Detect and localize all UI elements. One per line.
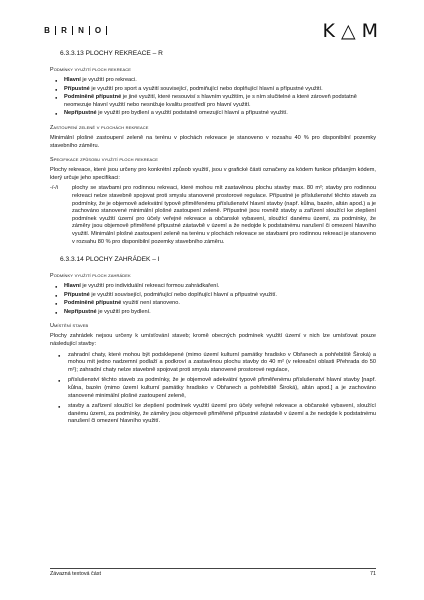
list-item: ● Přípustné je využití související, podmiňující nebo doplňující hlavní a přípustné využití. <box>64 292 376 300</box>
page-number: 71 <box>370 571 376 577</box>
list-item: ● Nepřípustné je využití pro bydlení a využití podstatně omezující hlavní a přípustné využití. <box>64 110 376 118</box>
brno-letter: R <box>61 26 67 35</box>
logo-divider <box>89 26 90 35</box>
paragraph-placing: Plochy zahrádek nejsou určeny k umísťování staveb; kromě obecných podmínek využití území v nich lze umísťovat pouze následující stavby: <box>50 333 376 348</box>
use-list-zahradky <box>50 283 376 316</box>
spec-rule-text: plochy se stavbami pro rodinnou rekreaci, které mohou mít zastavěnou plochu stavby max. 80 m²; stavby pro rodinnou rekreaci nelze stavebně spojovat proti smyslu stanovené prostorové regulace. Přípustné je příslušenství těchto staveb za podmínky, že je objemově adekvátní typově přiměřenému příslušenství hlavní stavby (např. kůlna, bazén, altán apod.) a je zachováno stanovené minimální plošné zastoupení zeleně. Přípustné jsou rovněž stavby a zařízení sloužící ke zlepšení podmínek využití území pro účely veřejné rekreace a občanské vybavení, sloužící danému území, za podmínky, že záměry jsou objemově přiměřené přípustné zástavbě v území a že nedojde k podstatnému narušení či omezení hlavního využití. Minimální plošné zastoupení zeleně na terénu v plochách rekreace se stavbami pro rodinnou rekreaci je stanoveno v rozsahu 80 % pro disponibilní pozemky stavebního záměru. <box>72 185 376 245</box>
brno-letter: B <box>44 26 50 35</box>
page-footer <box>50 568 376 577</box>
footer-doc-title: Závazná textová část <box>50 571 101 577</box>
list-item: ● Nepřípustné je využití pro bydlení. <box>64 309 376 317</box>
subheading-placing: Umístění staveb <box>50 323 89 330</box>
subheading-spec: Specifikace způsobu využití ploch rekreace <box>50 157 159 164</box>
brno-logo <box>40 26 108 35</box>
subheading-conditions-zahradky: Podmínky využití ploch zahrádek <box>50 273 131 280</box>
list-item: ● stavby a zařízení sloužící ke zlepšení podmínek využití území pro účely veřejné rekreace a občanské vybavení, sloužící danému území, za podmínky, že záměry jsou objemově přiměřené přípustné zástavbě v území a že nedojde k podstatnému narušení či omezení hlavního využití. <box>68 403 376 426</box>
paragraph-spec: Plochy rekreace, které jsou určeny pro konkrétní způsob využití, jsou v grafické části označeny za kódem funkce přidaným kódem, který určuje jeho specifikaci: <box>50 167 376 181</box>
list-item: ● Přípustné je využití pro sport a využití související, podmiňující nebo doplňující hlavní a přípustné využití. <box>64 86 376 94</box>
spec-code: -/-/i <box>50 185 59 192</box>
section-title-rekreace: 6.3.3.13 PLOCHY REKREACE – R <box>60 50 163 57</box>
section-title-zahradky: 6.3.3.14 PLOCHY ZAHRÁDEK – I <box>60 256 160 264</box>
list-item: ● zahradní chaty, které mohou být podsklepené (mimo území kulturní památky hradisko v Obřanech a pohřebiště Široká) a mohou mít jedno nadzemní podlaží a podkroví a zastavěnou plochu stavby do 40 m² (v rekreační oblasti Přehrada do 50 m²); zahradní chaty nelze stavebně spojovat proti smyslu stanovené prostorové regulace, <box>68 352 376 375</box>
kam-logo: K△M <box>322 20 384 42</box>
list-item: ● Podmíněně přípustné využití není stanoveno. <box>64 300 376 308</box>
page-header <box>40 22 384 42</box>
subheading-green: Zastoupení zeleně v plochách rekreace <box>50 124 149 131</box>
document-body <box>50 48 376 429</box>
subheading-conditions: Podmínky využití ploch rekreace <box>50 67 131 73</box>
placing-list <box>50 352 376 426</box>
logo-divider <box>72 26 73 35</box>
list-item: ● Hlavní je využití pro individuální rekreaci formou zahrádkaření. <box>64 283 376 291</box>
brno-letter: O <box>94 26 102 35</box>
brno-letter: N <box>78 26 84 35</box>
use-list-rekreace <box>50 77 376 118</box>
logo-divider <box>55 26 56 35</box>
logo-divider <box>106 26 107 35</box>
list-item: ● Podmíněně přípustné je jiné využití, které nesouvisí s hlavním využitím, je s ním slučitelné a které zároveň podstatně neomezuje hlavní využití nebo nesnižuje kvalitu prostředí pro hlavní využití. <box>64 94 376 109</box>
list-item: ● příslušenství těchto staveb za podmínky, že je objemově adekvátní typově přiměřenému příslušenství hlavní stavby [např. kůlna, bazén (mimo území kulturní památky hradisko v Obřanech a pohřebiště Široká), altán apod.] a je zachováno stanovené minimální plošné zastoupení zeleně, <box>68 377 376 400</box>
paragraph-green: Minimální plošné zastoupení zeleně na terénu v plochách rekreace je stanoveno v rozsahu 40 % pro disponibilní pozemky stavebního záměru. <box>50 134 376 149</box>
list-item: ● Hlavní je využití pro rekreaci. <box>64 77 376 85</box>
spec-rule <box>50 185 376 246</box>
